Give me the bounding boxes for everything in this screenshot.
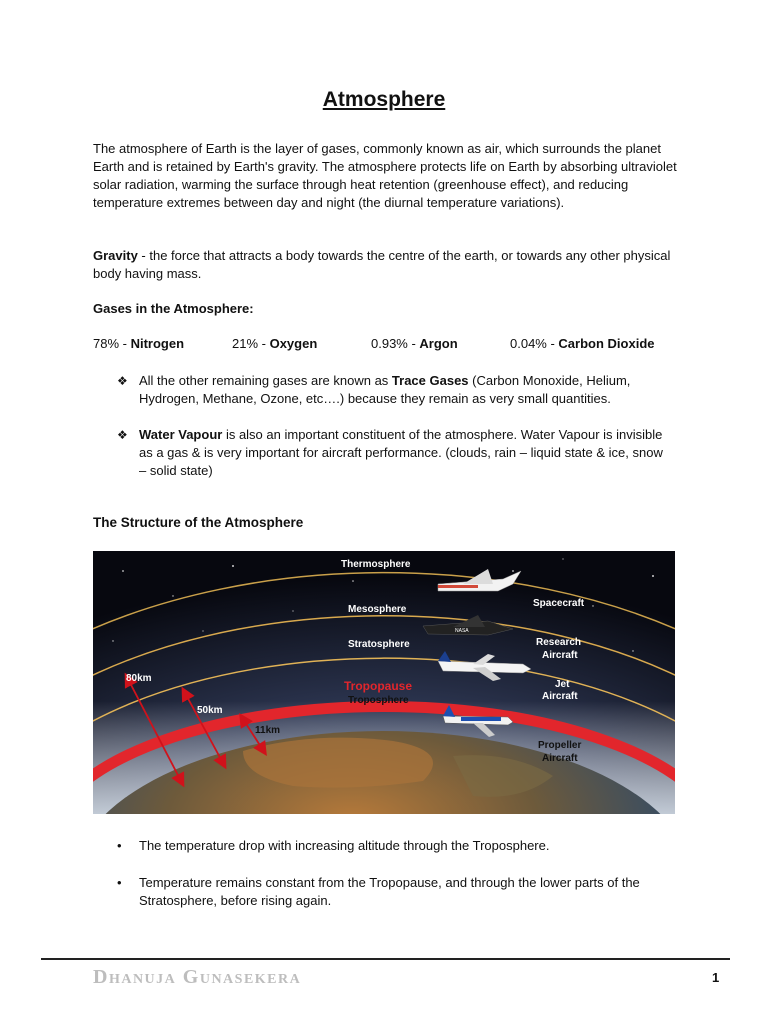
troposphere-label: Troposphere [348,695,409,706]
page-title: Atmosphere [322,88,446,111]
gas-item [510,336,655,351]
bullet-dot-icon: • [117,875,122,890]
fact-bullet [117,874,677,910]
atmosphere-diagram [93,551,675,814]
page-number: 1 [712,970,720,985]
gas-percent: 21% - [232,336,270,351]
nasa-label: NASA [455,628,469,634]
jet-label: Aircraft [542,691,578,702]
gas-percent: 0.04% - [510,336,559,351]
stratosphere-label: Stratosphere [348,639,410,650]
landmass [243,738,433,788]
gas-percent: 0.93% - [371,336,420,351]
research-label: Aircraft [542,650,578,661]
trace-gases-bullet [117,372,672,408]
gravity-definition: - the force that attracts a body towards the centre of the earth, or towards any other physical body having mass. [93,248,671,281]
gas-name: Nitrogen [130,336,185,351]
diamond-bullet-icon: ❖ [117,428,128,442]
atmosphere-structure-figure [93,551,675,814]
bullet-dot-icon: • [117,838,122,853]
footer-divider [41,958,730,960]
gas-list [93,336,693,354]
research-label: Research [536,637,582,648]
gas-name: Argon [419,336,458,351]
gas-item [93,336,184,351]
fact-bullet [117,837,677,855]
jet-label: Jet [555,679,570,690]
gas-name: Oxygen [269,336,318,351]
propeller-label: Aircraft [542,753,578,764]
altitude-11km-label: 11km [255,725,281,736]
bullet-text: All the other remaining gases are known as Trace Gases (Carbon Monoxide, Helium, Hydrogen, Methane, Ozone, etc….) because they remain as very small quantities. [139,373,631,406]
gas-percent: 78% - [93,336,131,351]
altitude-50km-label: 50km [197,705,223,716]
thermosphere-label: Thermosphere [341,559,411,570]
bullet-text: Water Vapour is also an important constituent of the atmosphere. Water Vapour is invisible as a gas & is very important for aircraft performance. (clouds, rain – liquid state & ice, snow – solid state) [139,427,663,478]
footer-author: Dhanuja Gunasekera [93,966,302,988]
fact-text: Temperature remains constant from the Tropopause, and through the lower parts of the Stratosphere, before rising again. [139,875,640,908]
intro-paragraph: The atmosphere of Earth is the layer of gases, commonly known as air, which surrounds the planet Earth and is retained by Earth's gravity. The atmosphere protects life on Earth by absorbing ultraviolet solar radiation, warming the surface through heat retention (greenhouse effect), and reducing temperature extremes between day and night (the diurnal temperature variations). [93,141,677,210]
gas-item [232,336,317,351]
gas-item [371,336,458,351]
spacecraft-label: Spacecraft [533,598,585,609]
tropopause-label: Tropopause [344,679,413,693]
gases-heading: Gases in the Atmosphere: [93,301,254,316]
gas-name: Carbon Dioxide [558,336,655,351]
water-vapour-bullet [117,426,672,480]
altitude-80km-label: 80km [126,673,152,684]
propeller-label: Propeller [538,740,582,751]
structure-heading: The Structure of the Atmosphere [93,515,304,530]
gravity-paragraph [93,247,678,283]
diamond-bullet-icon: ❖ [117,374,128,388]
fact-text: The temperature drop with increasing altitude through the Troposphere. [139,838,550,853]
mesosphere-label: Mesosphere [348,604,407,615]
gravity-term: Gravity [93,248,138,263]
